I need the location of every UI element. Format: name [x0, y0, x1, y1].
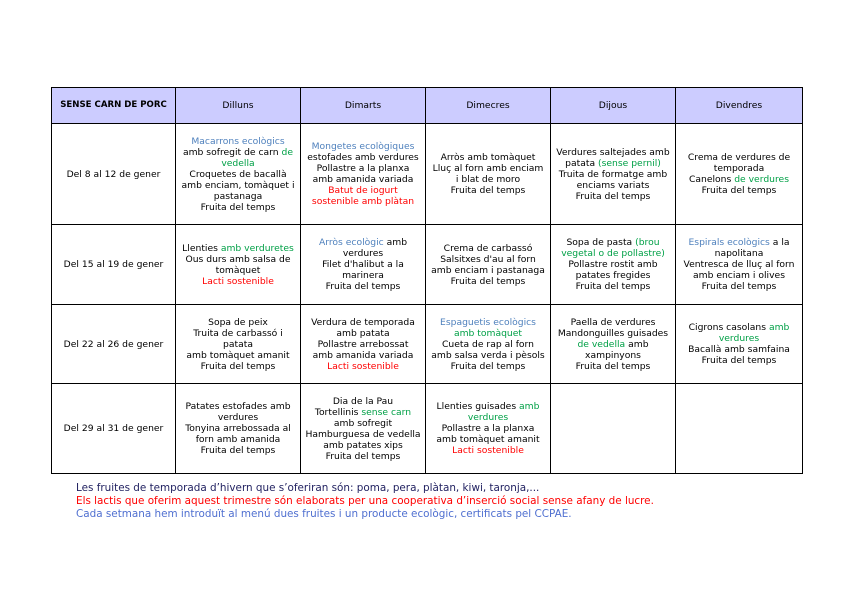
- menu-text: Crema de carbassó: [443, 242, 533, 254]
- menu-text: Fruita del temps: [325, 281, 401, 292]
- menu-line: [555, 317, 671, 328]
- menu-text: forn amb amanida: [195, 434, 281, 445]
- menu-line: [430, 265, 546, 276]
- menu-text: patata: [223, 338, 253, 350]
- menu-text: Pollastre arrebossat: [317, 338, 409, 350]
- menu-line: [680, 355, 798, 366]
- menu-cell: [301, 225, 426, 305]
- table-row: [52, 124, 803, 225]
- menu-line: [430, 423, 546, 434]
- weekly-menu-table: [51, 87, 803, 474]
- menu-text: sostenible amb plàtan: [311, 196, 415, 207]
- menu-text: i blat de moro: [455, 174, 521, 185]
- menu-cell: [301, 384, 426, 474]
- menu-line: [430, 445, 546, 456]
- menu-cell: [176, 384, 301, 474]
- day-header-monday: Dilluns: [176, 88, 301, 124]
- menu-text: amb enciam i pastanaga: [431, 264, 545, 276]
- menu-text: Fruita del temps: [450, 275, 526, 287]
- menu-text: a la: [772, 237, 790, 248]
- menu-line: [555, 180, 671, 191]
- menu-text: Dia de la Pau: [332, 395, 394, 407]
- menu-text: Fruita del temps: [701, 281, 777, 292]
- menu-text: Lluç al forn amb enciam: [432, 163, 544, 174]
- menu-text: Mongetes ecològiques: [311, 141, 415, 152]
- menu-line: [180, 254, 296, 265]
- menu-text: Verdura de temporada: [311, 316, 415, 328]
- footnote-ecologic: Cada setmana hem introduït al menú dues fruites i un producte ecològic, certificats pel CCPAE.: [76, 508, 572, 520]
- menu-line: [180, 401, 296, 412]
- menu-text: de vedella: [577, 338, 629, 350]
- menu-text: Ventresca de lluç al forn: [683, 259, 795, 270]
- menu-text: sense carn: [361, 406, 412, 418]
- menu-text: Sopa de peix: [208, 316, 268, 328]
- menu-line: [430, 350, 546, 361]
- menu-text: Patates estofades amb: [185, 401, 291, 412]
- menu-text: amb: [768, 322, 790, 333]
- menu-line: [305, 196, 421, 207]
- menu-text: Fruita del temps: [200, 201, 276, 213]
- menu-text: Tonyina arrebossada al: [185, 423, 291, 434]
- week-label: Del 22 al 26 de gener: [52, 305, 176, 384]
- menu-text: marinera: [342, 270, 384, 281]
- menu-line: [305, 451, 421, 462]
- menu-line: [305, 407, 421, 418]
- menu-line: [680, 344, 798, 355]
- menu-text: Macarrons ecològics: [191, 135, 285, 147]
- menu-text: amb amanida variada: [312, 174, 414, 185]
- menu-cell: [176, 225, 301, 305]
- menu-cell: [176, 124, 301, 225]
- menu-line: [180, 328, 296, 339]
- menu-cell: [176, 305, 301, 384]
- menu-text: amb enciam, tomàquet i: [181, 179, 295, 191]
- menu-line: [180, 202, 296, 213]
- menu-text: Fruita del temps: [701, 355, 777, 366]
- table-row: [52, 225, 803, 305]
- menu-line: [555, 248, 671, 259]
- menu-line: [555, 259, 671, 270]
- menu-line: [305, 141, 421, 152]
- menu-line: [555, 158, 671, 169]
- menu-line: [430, 185, 546, 196]
- menu-text: Lacti sostenible: [452, 445, 524, 456]
- menu-line: [430, 174, 546, 185]
- menu-line: [305, 281, 421, 292]
- menu-line: [180, 339, 296, 350]
- menu-text: amb amanida variada: [312, 349, 414, 361]
- menu-line: [555, 350, 671, 361]
- menu-text: Bacallà amb samfaina: [688, 344, 790, 355]
- menu-text: de verdures: [734, 174, 789, 185]
- menu-text: enciams variats: [576, 179, 650, 191]
- menu-text: Pollastre a la planxa: [441, 423, 535, 434]
- menu-line: [555, 328, 671, 339]
- menu-text: Espirals ecològics: [688, 237, 773, 248]
- menu-text: amb tomàquet amanit: [436, 434, 540, 445]
- menu-text: patata: [565, 157, 599, 169]
- menu-line: [430, 152, 546, 163]
- menu-line: [305, 185, 421, 196]
- menu-cell: [301, 305, 426, 384]
- menu-text: Fruita del temps: [200, 360, 276, 372]
- menu-cell: [426, 124, 551, 225]
- menu-line: [680, 174, 798, 185]
- menu-text: Croquetes de bacallà: [189, 168, 287, 180]
- menu-cell: [301, 124, 426, 225]
- menu-text: Verdures saltejades amb: [556, 146, 670, 158]
- menu-cell: [426, 384, 551, 474]
- menu-cell: [676, 384, 803, 474]
- menu-text: amb tomàquet: [453, 327, 523, 339]
- menu-text: Llenties: [182, 242, 221, 254]
- menu-line: [180, 276, 296, 287]
- menu-text: Fruita del temps: [200, 445, 276, 456]
- menu-line: [305, 317, 421, 328]
- menu-text: amb enciam i olives: [693, 270, 785, 281]
- menu-line: [555, 237, 671, 248]
- menu-line: [680, 248, 798, 259]
- menu-text: pastanaga: [213, 190, 263, 202]
- menu-line: [430, 317, 546, 328]
- menu-text: amb patata: [336, 327, 390, 339]
- menu-text: verdures: [217, 412, 259, 423]
- menu-line: [680, 152, 798, 163]
- menu-line: [680, 281, 798, 292]
- menu-text: Salsitxes d'au al forn: [440, 253, 536, 265]
- menu-line: [430, 361, 546, 372]
- footnote-dairy: Els lactis que oferim aquest trimestre són elaborats per una cooperativa d’inserció social sense afany de lucre.: [76, 495, 654, 507]
- week-label: Del 15 al 19 de gener: [52, 225, 176, 305]
- menu-text: Fruita del temps: [450, 360, 526, 372]
- day-header-friday: Divendres: [676, 88, 803, 124]
- menu-cell: [551, 225, 676, 305]
- menu-line: [680, 270, 798, 281]
- table-row: [52, 305, 803, 384]
- menu-text: amb salsa verda i pèsols: [431, 349, 545, 361]
- menu-line: [305, 259, 421, 270]
- menu-line: [305, 270, 421, 281]
- menu-line: [180, 445, 296, 456]
- table-row: [52, 384, 803, 474]
- menu-line: [305, 396, 421, 407]
- menu-text: Hamburguesa de vedella: [305, 428, 421, 440]
- menu-text: amb: [519, 401, 540, 412]
- menu-text: Fruita del temps: [575, 281, 651, 292]
- day-header-tuesday: Dimarts: [301, 88, 426, 124]
- menu-text: Arròs amb tomàquet: [440, 152, 536, 163]
- menu-line: [180, 361, 296, 372]
- menu-line: [305, 174, 421, 185]
- menu-line: [555, 339, 671, 350]
- menu-line: [305, 350, 421, 361]
- menu-line: [555, 281, 671, 292]
- menu-cell: [676, 124, 803, 225]
- menu-cell: [551, 124, 676, 225]
- menu-line: [305, 339, 421, 350]
- menu-text: Truita de formatge amb: [558, 168, 668, 180]
- menu-line: [305, 328, 421, 339]
- menu-line: [555, 169, 671, 180]
- menu-text: Fruita del temps: [575, 360, 651, 372]
- menu-line: [305, 152, 421, 163]
- footnotes: [76, 482, 654, 521]
- menu-text: Lacti sostenible: [202, 275, 274, 287]
- menu-line: [305, 248, 421, 259]
- menu-line: [430, 243, 546, 254]
- menu-text: Batut de iogurt: [328, 185, 398, 196]
- menu-line: [680, 259, 798, 270]
- menu-text: Crema de verdures de: [687, 152, 791, 163]
- menu-line: [305, 418, 421, 429]
- menu-line: [680, 237, 798, 248]
- menu-line: [305, 440, 421, 451]
- menu-text: vedella: [221, 157, 255, 169]
- menu-line: [555, 191, 671, 202]
- menu-text: Arròs ecològic: [318, 237, 387, 248]
- menu-cell: [676, 305, 803, 384]
- menu-text: Mandonguilles guisades: [557, 327, 669, 339]
- menu-line: [555, 270, 671, 281]
- menu-text: verdures: [342, 248, 384, 259]
- menu-text: Truita de carbassó i: [193, 327, 283, 339]
- menu-text: patates fregides: [575, 270, 651, 281]
- menu-line: [305, 163, 421, 174]
- menu-line: [180, 136, 296, 147]
- table-corner-title: SENSE CARN DE PORC: [52, 88, 176, 124]
- menu-text: amb sofregit de carn: [182, 146, 282, 158]
- menu-line: [430, 328, 546, 339]
- menu-text: Cueta de rap al forn: [441, 338, 534, 350]
- menu-line: [180, 169, 296, 180]
- day-header-thursday: Dijous: [551, 88, 676, 124]
- menu-line: [430, 254, 546, 265]
- menu-line: [180, 265, 296, 276]
- menu-text: amb sofregit: [333, 417, 393, 429]
- menu-text: Fruita del temps: [575, 190, 651, 202]
- footnote-seasonal-fruits: Les fruites de temporada d’hivern que s’oferiran són: poma, pera, plàtan, kiwi, taronja,...: [76, 482, 540, 494]
- menu-line: [680, 333, 798, 344]
- menu-text: Fruita del temps: [701, 185, 777, 196]
- menu-text: temporada: [713, 163, 765, 174]
- menu-line: [680, 185, 798, 196]
- menu-cell: [426, 225, 551, 305]
- menu-line: [180, 423, 296, 434]
- menu-line: [180, 158, 296, 169]
- menu-text: Pollastre a la planxa: [316, 163, 410, 174]
- week-label: Del 8 al 12 de gener: [52, 124, 176, 225]
- menu-text: Llenties guisades: [436, 401, 520, 412]
- menu-line: [430, 401, 546, 412]
- menu-text: estofades amb verdures: [307, 152, 419, 163]
- menu-line: [430, 434, 546, 445]
- menu-text: vegetal o de pollastre): [561, 248, 665, 259]
- menu-line: [180, 243, 296, 254]
- menu-line: [180, 317, 296, 328]
- menu-text: Filet d'halibut a la: [322, 259, 404, 270]
- menu-line: [180, 412, 296, 423]
- menu-text: amb verduretes: [220, 242, 294, 254]
- menu-text: amb: [386, 237, 408, 248]
- menu-line: [180, 147, 296, 158]
- menu-line: [680, 322, 798, 333]
- menu-text: verdures: [467, 412, 509, 423]
- menu-line: [430, 163, 546, 174]
- menu-text: (sense pernil): [598, 157, 661, 169]
- menu-cell: [676, 225, 803, 305]
- menu-text: Tortellinis: [314, 406, 362, 418]
- menu-text: amb: [628, 338, 649, 350]
- menu-text: amb patates xips: [323, 439, 403, 451]
- menu-text: Espaguetis ecològics: [440, 316, 536, 328]
- menu-line: [180, 350, 296, 361]
- menu-text: verdures: [718, 333, 760, 344]
- menu-text: Paella de verdures: [570, 316, 656, 328]
- menu-text: Sopa de pasta: [566, 237, 636, 248]
- menu-text: Lacti sostenible: [327, 360, 399, 372]
- menu-line: [305, 361, 421, 372]
- menu-text: Ous durs amb salsa de: [185, 253, 291, 265]
- menu-text: amb tomàquet amanit: [186, 349, 290, 361]
- menu-line: [680, 163, 798, 174]
- menu-text: xampinyons: [585, 349, 641, 361]
- menu-line: [180, 191, 296, 202]
- menu-cell: [551, 305, 676, 384]
- menu-text: Pollastre rostit amb: [568, 259, 658, 270]
- table-header-row: [52, 88, 803, 124]
- menu-line: [305, 237, 421, 248]
- menu-line: [180, 434, 296, 445]
- menu-text: Cigrons casolans: [688, 322, 769, 333]
- menu-line: [180, 180, 296, 191]
- week-label: Del 29 al 31 de gener: [52, 384, 176, 474]
- menu-text: Fruita del temps: [325, 450, 401, 462]
- menu-line: [430, 412, 546, 423]
- menu-text: tomàquet: [215, 264, 261, 276]
- menu-cell: [426, 305, 551, 384]
- menu-line: [555, 361, 671, 372]
- menu-cell: [551, 384, 676, 474]
- menu-text: Canelons: [688, 174, 735, 185]
- menu-text: Fruita del temps: [450, 185, 526, 196]
- menu-line: [430, 276, 546, 287]
- menu-text: (brou: [635, 237, 660, 248]
- day-header-wednesday: Dimecres: [426, 88, 551, 124]
- menu-text: napolitana: [714, 248, 764, 259]
- menu-line: [305, 429, 421, 440]
- menu-line: [555, 147, 671, 158]
- menu-line: [430, 339, 546, 350]
- menu-text: de: [281, 146, 294, 158]
